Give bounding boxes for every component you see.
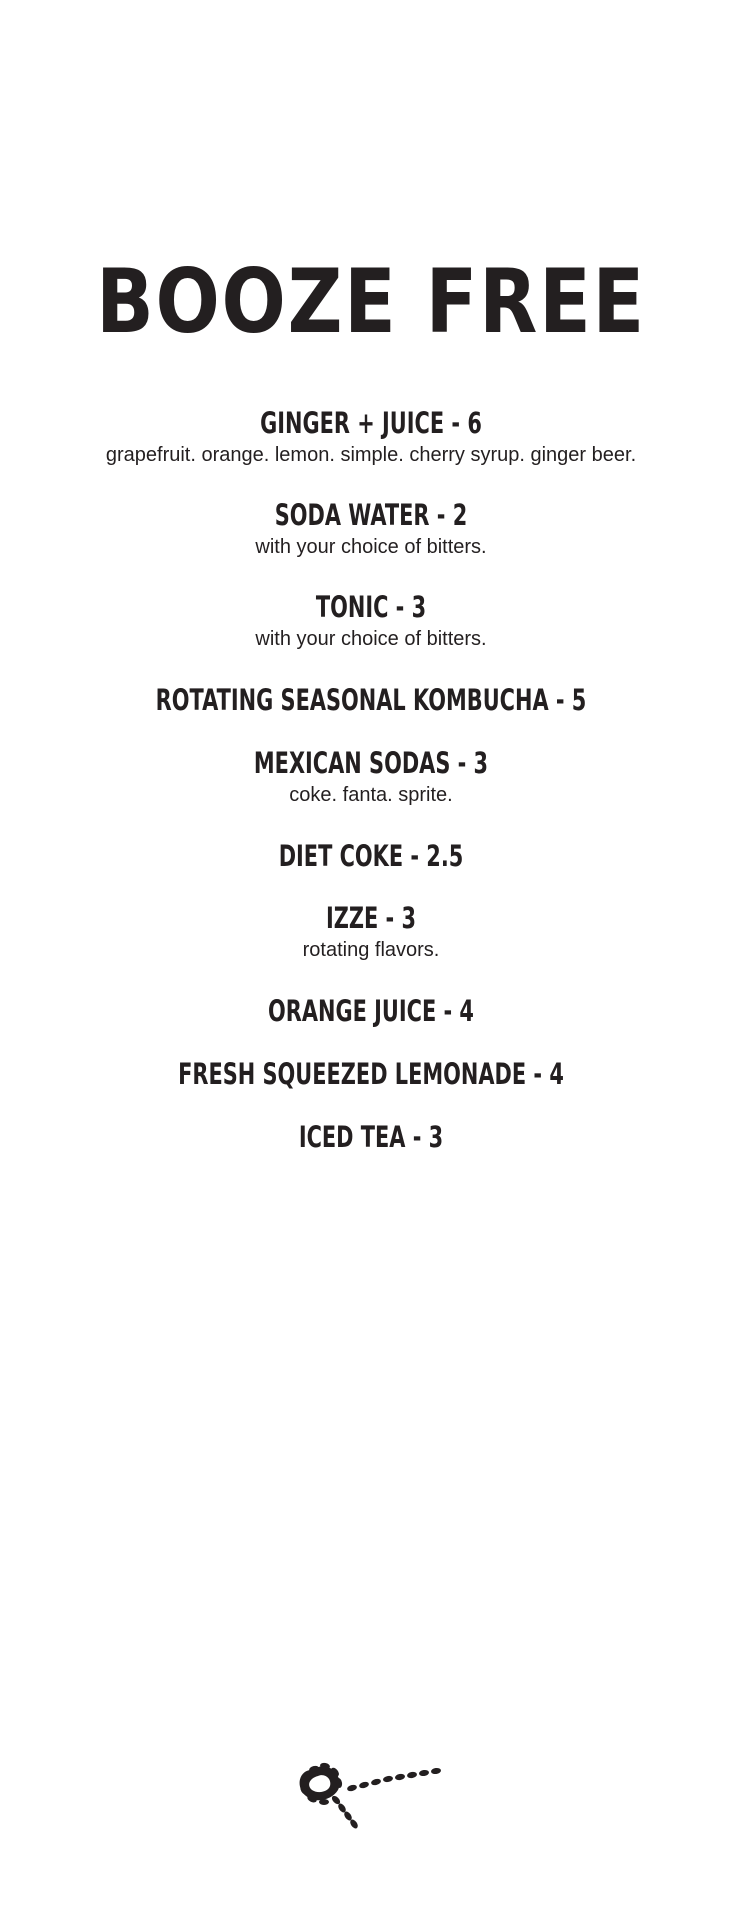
menu-title: BOOZE FREE — [96, 250, 646, 353]
menu-item-diet-coke — [0, 838, 742, 874]
menu-item-soda-water — [0, 497, 742, 561]
menu-item-description: with your choice of bitters. — [255, 536, 487, 558]
menu-item-description: grapefruit. orange. lemon. simple. cherry syrup. ginger beer. — [105, 444, 637, 466]
menu-item-lemonade — [0, 1056, 742, 1092]
menu-item-izze — [0, 900, 742, 964]
menu-item-description: coke. fanta. sprite. — [289, 784, 453, 806]
menu-item-name: ROTATING SEASONAL KOMBUCHA - 5 — [155, 683, 587, 717]
menu-item-description: rotating flavors. — [302, 939, 440, 961]
menu-item-kombucha — [0, 682, 742, 718]
menu-item-name: ICED TEA - 3 — [298, 1120, 444, 1154]
menu-item-name: SODA WATER - 2 — [274, 498, 468, 532]
menu-item-tonic — [0, 589, 742, 653]
menu-item-name: DIET COKE - 2.5 — [278, 839, 464, 873]
menu-item-ginger-juice — [0, 405, 742, 469]
menu-item-name: GINGER + JUICE - 6 — [260, 406, 482, 440]
menu-item-orange-juice — [0, 993, 742, 1029]
rope-knot-icon — [292, 1752, 452, 1832]
menu-item-name: ORANGE JUICE - 4 — [268, 994, 474, 1028]
menu-item-name: TONIC - 3 — [315, 590, 427, 624]
menu-item-name: MEXICAN SODAS - 3 — [253, 746, 489, 780]
menu-item-name: IZZE - 3 — [325, 901, 417, 935]
menu-item-mexican-sodas — [0, 745, 742, 809]
menu-item-description: with your choice of bitters. — [255, 628, 487, 650]
menu-item-iced-tea — [0, 1119, 742, 1155]
menu-item-name: FRESH SQUEEZED LEMONADE - 4 — [178, 1057, 564, 1091]
